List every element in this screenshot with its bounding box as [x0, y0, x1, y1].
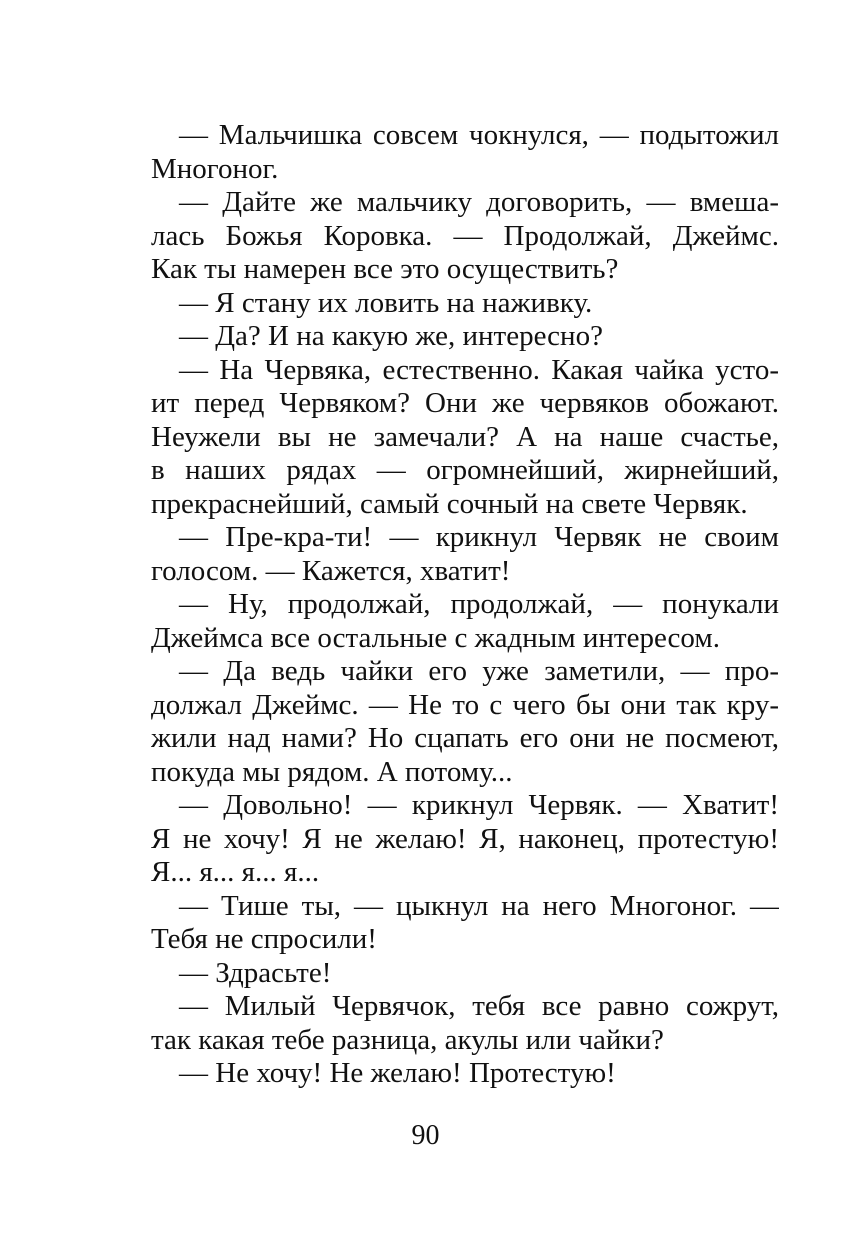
text-line: — Да? И на какую же, интересно?: [179, 320, 603, 352]
text-line: — Ну, продолжай, продолжай, — понукали: [179, 588, 779, 620]
body-text: [151, 119, 779, 1091]
text-line: Неужели вы не замечали? А на наше счастье,: [151, 420, 779, 453]
text-line: — Здрасьте!: [179, 956, 332, 989]
text-line: — Пре-кра-ти! — крикнул Червяк не своим: [179, 521, 779, 553]
text-line: — Милый Червячок, тебя все равно сожрут,: [179, 990, 779, 1022]
text-line: прекраснейший, самый сочный на свете Червяк.: [151, 487, 748, 520]
page-number: 90: [411, 1120, 440, 1151]
text-line: жили над нами? Но сцапать его они не посмеют,: [151, 722, 779, 754]
text-line: Джеймса все остальные с жадным интересом.: [151, 621, 720, 654]
text-line: покуда мы рядом. А потому...: [151, 755, 513, 788]
text-line: Я не хочу! Я не желаю! Я, наконец, протестую!: [151, 822, 779, 855]
text-line: — Тише ты, — цыкнул на него Многоног. —: [179, 889, 779, 922]
text-line: — Не хочу! Не желаю! Протестую!: [179, 1057, 616, 1089]
text-line: голосом. — Кажется, хватит!: [151, 554, 511, 587]
text-line: — На Червяка, естественно. Какая чайка усто-: [179, 353, 779, 386]
text-line: — Да ведь чайки его уже заметили, — про-: [179, 655, 779, 687]
text-line: — Мальчишка совсем чокнулся, — подытожил: [179, 119, 779, 151]
text-line: Тебя не спросили!: [151, 923, 377, 955]
text-line: — Довольно! — крикнул Червяк. — Хватит!: [179, 789, 779, 821]
text-line: Многоног.: [151, 152, 279, 185]
text-line: в наших рядах — огромнейший, жирнейший,: [151, 454, 779, 486]
text-line: Как ты намерен все это осуществить?: [151, 253, 619, 285]
text-line: ит перед Червяком? Они же червяков обожают.: [151, 387, 779, 419]
text-line: должал Джеймс. — Не то с чего бы они так кру-: [151, 688, 779, 721]
text-line: так какая тебе разница, акулы или чайки?: [151, 1023, 664, 1056]
text-line: — Дайте же мальчику договорить, — вмеша-: [179, 186, 779, 218]
text-line: Я... я... я... я...: [151, 856, 320, 888]
text-line: — Я стану их ловить на наживку.: [179, 286, 593, 319]
text-line: лась Божья Коровка. — Продолжай, Джеймс.: [151, 219, 779, 252]
